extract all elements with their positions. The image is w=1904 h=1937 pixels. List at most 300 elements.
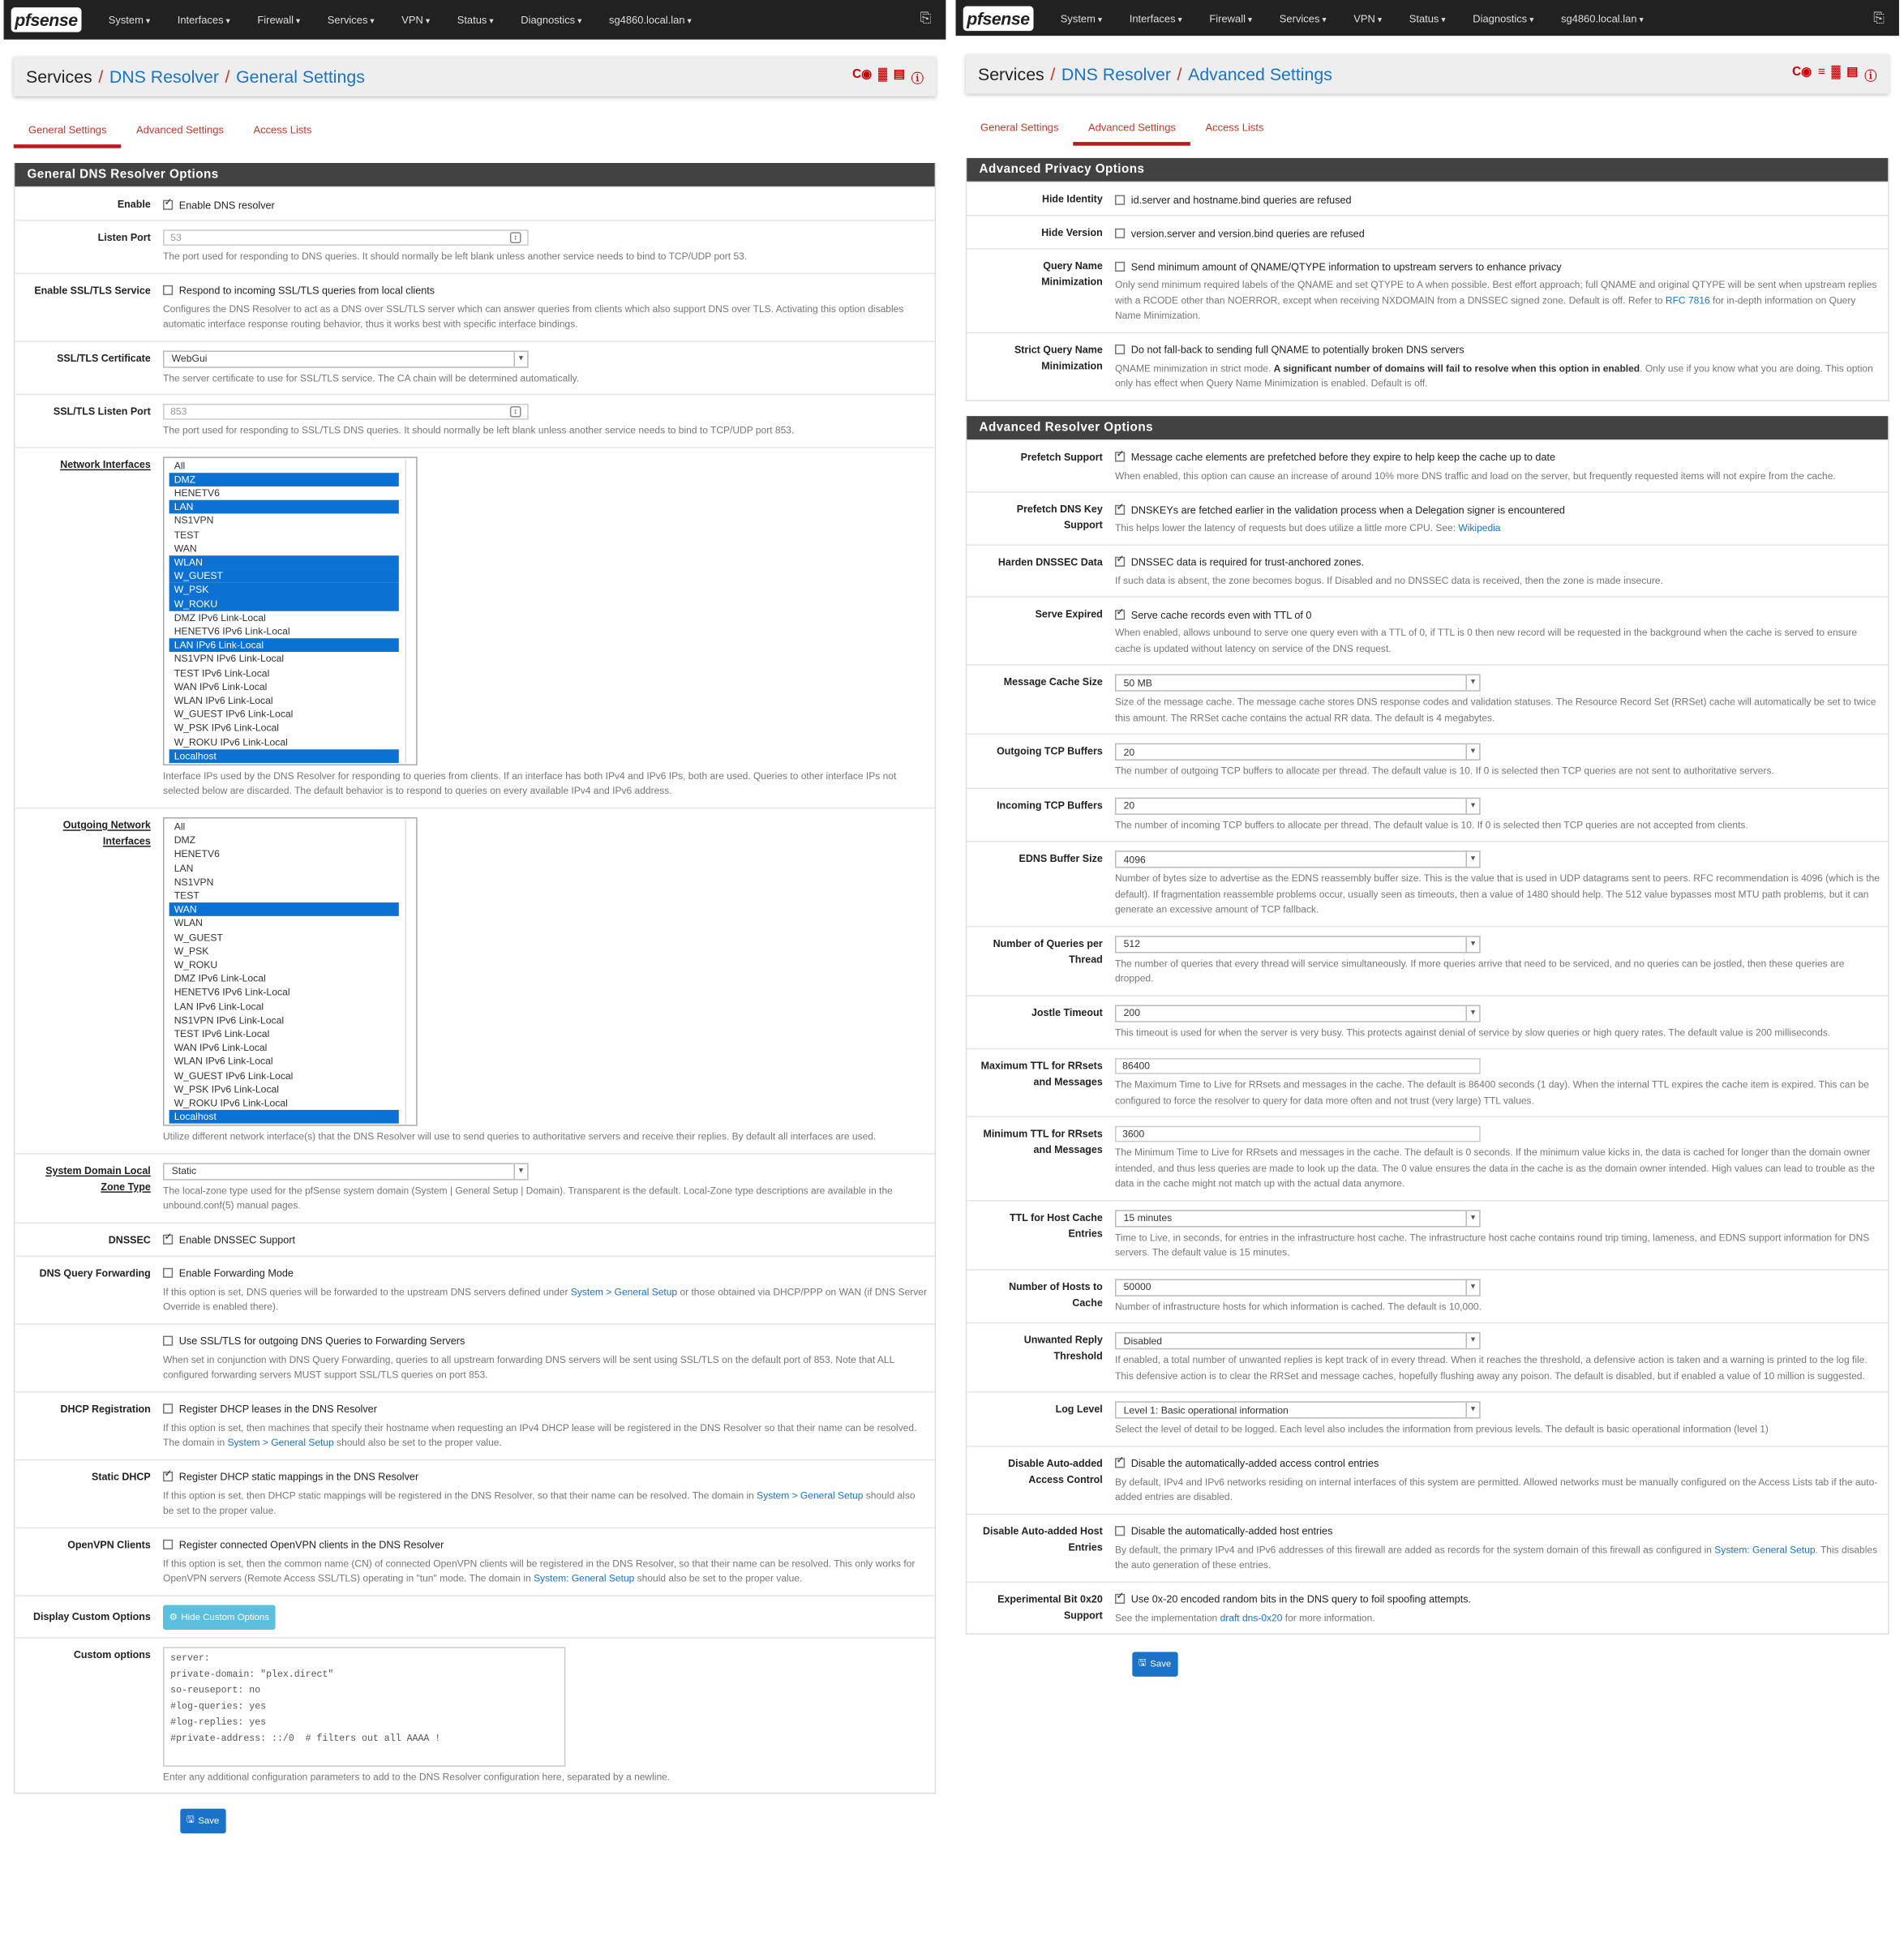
label-unwanted-line1: Unwanted Reply (1023, 1335, 1103, 1346)
status-chart-icon[interactable]: ▓ (1831, 64, 1841, 79)
label-strict-line1: Strict Query Name (1014, 344, 1103, 355)
interface-option[interactable]: WLAN IPv6 Link-Local (174, 695, 273, 706)
general-options-panel (14, 163, 936, 1794)
interface-option[interactable]: All (174, 460, 186, 471)
crumb-dns-resolver[interactable]: DNS Resolver (109, 66, 219, 87)
ssl-port-placeholder: 853 (170, 405, 187, 417)
interface-option[interactable]: DMZ IPv6 Link-Local (174, 973, 266, 984)
label-num-hosts (967, 1279, 1115, 1315)
prefetch-key-text: DNSKEYs are fetched earlier in the validation process when a Delegation signer is encountered (1130, 503, 1565, 516)
disable-host-text: Disable the automatically-added host entries (1130, 1524, 1333, 1537)
interface-option[interactable]: All (174, 821, 186, 833)
prefetch-checkbox[interactable] (1115, 452, 1125, 461)
prefetch-help: When enabled, this option can cause an increase of around 10% more DNS traffic and load on the server, but frequently requested items will not expire from the cache. (1114, 469, 1836, 482)
nav-status[interactable]: Status ▾ (1409, 11, 1446, 24)
interface-option[interactable]: LAN (174, 862, 194, 874)
row-dnssec (15, 1222, 934, 1255)
row-hide-identity (967, 182, 1888, 215)
out-tcp-help: The number of outgoing TCP buffers to allocate per thread. The default value is 10. If 0 is selected then TCP queries are not sent to authoritative servers. (1114, 765, 1774, 777)
host-ttl-value: 15 minutes (1123, 1212, 1173, 1223)
nav-diagnostics[interactable]: Diagnostics ▾ (1473, 11, 1533, 24)
ssl-port-input[interactable] (163, 404, 529, 420)
interface-option[interactable]: NS1VPN (174, 876, 214, 888)
label-queries-line1: Number of Queries per (993, 937, 1103, 949)
qname-min-text: Send minimum amount of QNAME/QTYPE information to upstream servers to enhance privacy (1130, 259, 1562, 272)
nav-firewall[interactable]: Firewall ▾ (257, 14, 300, 26)
ssl-service-help: Configures the DNS Resolver to act as a DNS over SSL/TLS server which can answer queries from clients which also support DNS over TLS. Activating this option disables automatic interface response routing behavior, thus it works best with specific interface bindings. (162, 302, 904, 330)
label-acl-line1: Disable Auto-added (1008, 1457, 1103, 1469)
interface-option[interactable]: TEST (174, 529, 199, 541)
bit0x20-checkbox[interactable] (1115, 1594, 1125, 1604)
interface-option[interactable]: LAN IPv6 Link-Local (174, 1001, 264, 1013)
label-queries-line2: Thread (1069, 954, 1103, 965)
interface-option[interactable]: WAN (174, 542, 197, 555)
edns-select[interactable] (1115, 851, 1481, 868)
log-icon[interactable]: ▤ (893, 66, 906, 81)
label-acl-line2: Access Control (1028, 1473, 1103, 1485)
harden-help: If such data is absent, the zone becomes bogus. If Disabled and no DNSSEC data is received, then the zone is made insecure. (1114, 574, 1663, 586)
chevron-down-icon: ▾ (1465, 852, 1479, 867)
host-ttl-help: Time to Live, in seconds, for entries in the infrastructure host cache. The infrastructure host cache contains round trip timing, lameness, and EDNS support information for DNS servers. The default value is 15 minutes. (1114, 1231, 1870, 1258)
strict-help-b: . Only use if you know what you are doing. This option only has effect when Query Name Minimization is enabled. Default is off. (1114, 362, 1873, 389)
general-setup-link[interactable]: System > General Setup (227, 1438, 334, 1449)
label-serve-expired: Serve Expired (1035, 608, 1103, 620)
forwarding-text: Enable Forwarding Mode (178, 1266, 294, 1280)
interface-option[interactable]: NS1VPN IPv6 Link-Local (174, 1014, 285, 1026)
right-window (956, 0, 1899, 1831)
save-label: Save (1150, 1657, 1172, 1669)
num-hosts-value: 50000 (1123, 1281, 1151, 1293)
label-bit-line1: Experimental Bit 0x20 (997, 1593, 1103, 1605)
static-help-a: If this option is set, then DHCP static mappings will be registered in the DNS Resolver, so that their name can be resolved. The domain in (162, 1489, 757, 1502)
max-ttl-value: 86400 (1122, 1060, 1151, 1071)
row-harden (967, 544, 1888, 597)
in-tcp-value: 20 (1123, 799, 1135, 812)
interface-option[interactable]: HENETV6 (174, 848, 220, 860)
label-display-custom: Display Custom Options (32, 1611, 151, 1622)
enable-checkbox[interactable] (163, 199, 173, 209)
scrollbar[interactable] (405, 820, 414, 1124)
wikipedia-link[interactable]: Wikipedia (1458, 522, 1501, 534)
label-disable-acl (967, 1455, 1115, 1506)
edns-help: Number of bytes size to advertise as the EDNS reassembly buffer size. This is the value that is used in UDP datagrams sent to peers. RFC recommendation is 4096 (which is the default). If fragmentation reassemble problems occur, usually seen as timeouts, then a value of 1480 should help. The 512 value bypasses most MTU path problems, but it can generate an excessive amount of TCP fallback. (1114, 872, 1880, 915)
label-ssl-service: Enable SSL/TLS Service (34, 284, 151, 296)
ssl-cert-select[interactable] (163, 350, 529, 367)
draft-link[interactable]: draft dns-0x20 (1220, 1611, 1283, 1623)
serve-expired-help: When enabled, allows unbound to serve one query even with a TTL of 0, if TTL is 0 then new record will be requested in the background when the cache is served to ensure cache is updated without latency on service of the DNS request. (1114, 627, 1858, 654)
interface-option[interactable]: NS1VPN (174, 515, 214, 527)
restart-service-icon[interactable]: C◉ (852, 66, 873, 81)
listen-port-input[interactable] (163, 229, 529, 246)
tab-general-settings[interactable]: General Settings (14, 116, 122, 148)
label-in-tcp: Incoming TCP Buffers (997, 799, 1103, 811)
chevron-down-icon: ▾ (1465, 1279, 1479, 1294)
hide-identity-text: id.server and hostname.bind queries are refused (1130, 193, 1352, 206)
label-host-line2: Entries (1068, 1541, 1103, 1553)
network-interfaces-help: Interface IPs used by the DNS Resolver for responding to queries from clients. If an interface has both IPv4 and IPv6 IPs, both are used. Queries to other interface IPs not selected below are discarded. The default behavior is to respond to queries on every available IPv4 and IPv6 address. (162, 770, 897, 797)
nav-interfaces[interactable]: Interfaces ▾ (178, 14, 230, 26)
breadcrumb: Services / DNS Resolver / General Settings C◉ ▓ ▤ ⓘ (14, 57, 936, 96)
queries-help: The number of queries that every thread will service simultaneously. If more queries arrive that need to be serviced, and no queries can be jostled, then these queries are dropped. (1114, 957, 1845, 984)
zone-type-value: Static (171, 1166, 197, 1177)
dhcp-registration-checkbox[interactable] (163, 1404, 173, 1414)
in-tcp-help: The number of incoming TCP buffers to allocate per thread. The default value is 10. If 0 is selected then TCP queries are not accepted from clients. (1114, 819, 1748, 831)
row-host-ttl (967, 1199, 1888, 1268)
label-unwanted-line2: Threshold (1053, 1350, 1103, 1362)
row-queries (967, 925, 1888, 994)
strict-help-bold: A significant number of domains will fail to resolve when this option in enabled (1273, 362, 1640, 374)
max-ttl-input[interactable] (1115, 1058, 1481, 1074)
dhcp-registration-help (163, 1421, 928, 1452)
hide-version-checkbox[interactable] (1115, 228, 1125, 238)
row-dhcp-registration (15, 1391, 934, 1459)
row-serve-expired (967, 596, 1888, 664)
nav-status[interactable]: Status ▾ (457, 14, 494, 26)
msg-cache-select[interactable] (1115, 674, 1481, 691)
label-hide-version: Hide Version (1041, 227, 1103, 238)
interface-option[interactable]: W_ROKU IPv6 Link-Local (174, 736, 288, 748)
label-strict-line2: Minimization (1041, 359, 1103, 371)
interface-option[interactable]: NS1VPN IPv6 Link-Local (174, 654, 285, 665)
openvpn-text: Register connected OpenVPN clients in the DNS Resolver (178, 1538, 444, 1552)
label-min-ttl (967, 1126, 1115, 1192)
label-disable-host (967, 1523, 1115, 1573)
privacy-panel (966, 158, 1889, 401)
row-forward-tls (15, 1323, 934, 1391)
spinner-icon[interactable]: ↕ (510, 232, 521, 243)
label-custom-options: Custom options (73, 1649, 151, 1661)
outgoing-interfaces-list[interactable] (163, 817, 418, 1126)
tab-advanced-settings[interactable]: Advanced Settings (135, 123, 224, 136)
interface-option[interactable]: HENETV6 IPv6 Link-Local (174, 987, 290, 998)
zone-type-select[interactable] (163, 1163, 529, 1180)
rfc-link[interactable]: RFC 7816 (1665, 294, 1710, 306)
label-openvpn: OpenVPN Clients (67, 1539, 151, 1551)
left-window (4, 0, 946, 1932)
save-button[interactable] (1132, 1652, 1177, 1676)
edns-value: 4096 (1123, 853, 1146, 865)
num-hosts-select[interactable] (1115, 1279, 1481, 1296)
spinner-icon[interactable]: ↕ (510, 406, 521, 418)
sign-out-icon[interactable]: ⎘ (920, 11, 932, 26)
resolver-panel-title: Advanced Resolver Options (967, 415, 1888, 439)
restart-service-icon[interactable]: C◉ (1792, 64, 1812, 79)
prefetch-key-checkbox[interactable] (1115, 504, 1125, 514)
help-icon[interactable]: ⓘ (911, 72, 924, 86)
row-strict-qname (967, 332, 1888, 400)
row-out-tcp (967, 733, 1888, 786)
privacy-panel-title: Advanced Privacy Options (967, 158, 1888, 182)
strict-qname-checkbox[interactable] (1115, 345, 1125, 354)
interface-option[interactable]: HENETV6 (174, 487, 220, 499)
status-chart-icon[interactable]: ▓ (878, 66, 888, 81)
label-zone-line1: System Domain Local (45, 1165, 151, 1177)
network-interfaces-list[interactable] (163, 456, 418, 765)
help-icon[interactable]: ⓘ (1864, 70, 1877, 84)
sliders-icon[interactable]: ≡ (1818, 64, 1825, 79)
navbar (956, 0, 1899, 36)
chevron-down-icon: ▾ (1465, 675, 1479, 690)
row-disable-acl (967, 1445, 1888, 1513)
panel-title: General DNS Resolver Options (15, 163, 934, 186)
qname-min-checkbox[interactable] (1115, 261, 1125, 271)
listen-port-help: The port used for responding to DNS queries. It should normally be left blank unless another service needs to bind to TCP/UDP port 53. (162, 251, 748, 262)
tab-access-lists[interactable]: Access Lists (253, 123, 312, 136)
save-button[interactable] (180, 1809, 225, 1833)
disable-acl-help: By default, IPv4 and IPv6 networks residing on internal interfaces of this system are permitted. Allowed networks must be manually configured on the Access Lists tab if the auto-added entries are disabled. (1114, 1476, 1878, 1503)
nav-vpn[interactable]: VPN ▾ (1353, 11, 1382, 24)
interface-option[interactable]: TEST (174, 889, 199, 902)
nav-vpn[interactable]: VPN ▾ (401, 14, 430, 26)
save-icon: 🖫 (186, 1814, 195, 1826)
row-msg-cache (967, 664, 1888, 733)
sign-out-icon[interactable]: ⎘ (1873, 11, 1885, 26)
interface-option[interactable]: DMZ (174, 834, 196, 846)
row-qname-min (967, 248, 1888, 332)
nav-services[interactable]: Services ▾ (1280, 11, 1327, 24)
chevron-down-icon: ▾ (1465, 936, 1479, 951)
tab-bar (966, 114, 1889, 146)
row-min-ttl (967, 1116, 1888, 1200)
nav-services[interactable]: Services ▾ (328, 14, 375, 26)
label-numhosts-line1: Number of Hosts to (1009, 1280, 1103, 1292)
label-enable: Enable (117, 199, 151, 210)
interface-option[interactable]: LAN IPv6 Link-Local (169, 638, 399, 652)
interface-option[interactable]: DMZ IPv6 Link-Local (174, 611, 266, 624)
label-edns: EDNS Buffer Size (1018, 853, 1103, 864)
ssl-port-help: The port used for responding to SSL/TLS DNS queries. It should normally be left blank unless another service needs to bind to TCP/UDP port 853. (162, 424, 795, 436)
host-ttl-select[interactable] (1115, 1209, 1481, 1226)
qname-help-b: for in-depth information on Query Name Minimization. (1114, 294, 1856, 321)
row-max-ttl (967, 1048, 1888, 1116)
queries-value: 512 (1123, 938, 1140, 949)
scrollbar[interactable] (405, 459, 414, 763)
hide-custom-options-button[interactable] (163, 1605, 276, 1629)
min-ttl-input[interactable] (1115, 1126, 1481, 1142)
interface-option[interactable]: HENETV6 IPv6 Link-Local (174, 625, 290, 637)
out-tcp-value: 20 (1123, 746, 1135, 758)
forward-tls-text: Use SSL/TLS for outgoing DNS Queries to Forwarding Servers (178, 1335, 465, 1348)
harden-checkbox[interactable] (1115, 557, 1125, 567)
interface-option[interactable]: WLAN (169, 555, 399, 569)
crumb-advanced-settings[interactable]: Advanced Settings (1188, 64, 1332, 84)
static-dhcp-help (163, 1489, 928, 1519)
forward-tls-checkbox[interactable] (163, 1336, 173, 1346)
label-maxttl-line2: and Messages (1033, 1076, 1103, 1088)
nav-firewall[interactable]: Firewall ▾ (1209, 11, 1252, 24)
prefetch-key-help (1115, 521, 1880, 537)
row-listen-port (15, 220, 934, 272)
forwarding-checkbox[interactable] (163, 1268, 173, 1278)
interface-option[interactable]: W_ROKU IPv6 Link-Local (174, 1097, 288, 1109)
interface-option[interactable]: DMZ (169, 473, 399, 486)
nav-hostname[interactable]: sg4860.local.lan ▾ (1561, 11, 1644, 24)
interface-option[interactable]: TEST IPv6 Link-Local (174, 667, 270, 679)
pfsense-logo[interactable] (963, 6, 1034, 30)
interface-option[interactable]: W_GUEST (169, 569, 399, 583)
row-enable (15, 186, 934, 220)
row-ssl-port (15, 394, 934, 447)
tab-access-lists[interactable]: Access Lists (1205, 121, 1264, 134)
msg-cache-help: Size of the message cache. The message cache stores DNS response codes and validation statuses. The Resource Record Set (RRSet) cache will automatically be set to twice this amount. The RRSet cache contains the actual RR data. The default is 4 megabytes. (1114, 696, 1876, 723)
row-custom-options (15, 1637, 934, 1793)
general-setup-link[interactable]: System: General Setup (534, 1573, 635, 1585)
disable-acl-checkbox[interactable] (1115, 1458, 1125, 1468)
log-level-help: Select the level of detail to be logged. Each level also includes the information from previous levels. The default is basic operational information (level 1) (1114, 1423, 1769, 1435)
interface-option[interactable]: TEST IPv6 Link-Local (174, 1028, 270, 1040)
row-prefetch-key (967, 491, 1888, 544)
disable-host-help (1115, 1543, 1880, 1574)
in-tcp-select[interactable] (1115, 797, 1481, 814)
general-setup-link[interactable]: System: General Setup (1714, 1544, 1816, 1555)
chevron-down-icon: ▾ (1465, 744, 1479, 759)
label-qname-min (967, 258, 1115, 324)
strict-help-a: QNAME minimization in strict mode. (1114, 362, 1274, 374)
dnssec-checkbox[interactable] (163, 1235, 173, 1245)
row-bit0x20 (967, 1581, 1888, 1634)
interface-option[interactable]: WAN IPv6 Link-Local (174, 1042, 268, 1054)
nav-system[interactable]: System ▾ (1061, 11, 1102, 24)
crumb-dns-resolver[interactable]: DNS Resolver (1061, 64, 1171, 84)
interface-option[interactable]: Localhost (169, 749, 399, 763)
outgoing-interfaces-help: Utilize different network interface(s) that the DNS Resolver will use to send queries to authoritative servers and receive their replies. By default all interfaces are used. (162, 1131, 877, 1143)
label-listen-port: Listen Port (97, 232, 151, 243)
label-zone-line2: Zone Type (101, 1181, 151, 1193)
min-ttl-help: The Minimum Time to Live for RRsets and messages in the cache. The default is 0 seconds. If the minimum value kicks in, the data is cached for longer than the domain owner intended, and thus less queries are made to look up the data. The 0 value ensures the data in the cache is as the domain owner intended. High values can lead to trouble as the data in the cache might not match up with the actual data anymore. (1114, 1146, 1875, 1189)
custom-options-textarea[interactable]: server: private-domain: "plex.direct" so-reuseport: no #log-queries: yes #log-replies: yes #private-address: ::/0 # filters out all AAAA ! (163, 1647, 565, 1767)
nav-diagnostics[interactable]: Diagnostics ▾ (521, 14, 581, 26)
label-minttl-line2: and Messages (1033, 1144, 1103, 1156)
label-hide-identity: Hide Identity (1041, 194, 1103, 205)
row-static-dhcp (15, 1459, 934, 1528)
crumb-general-settings[interactable]: General Settings (236, 66, 365, 87)
general-setup-link[interactable]: System > General Setup (757, 1489, 864, 1502)
general-setup-link[interactable]: System > General Setup (570, 1286, 678, 1298)
interface-option[interactable]: W_PSK IPv6 Link-Local (174, 722, 280, 735)
pfsense-logo[interactable] (11, 7, 82, 32)
row-in-tcp (967, 787, 1888, 841)
prefetch-text: Message cache elements are prefetched before they expire to help keep the cache up to date (1130, 450, 1556, 464)
interface-option[interactable]: WLAN (174, 917, 203, 929)
unwanted-value: Disabled (1123, 1335, 1163, 1347)
hide-version-text: version.server and version.bind queries are refused (1130, 226, 1365, 239)
row-hide-version (967, 215, 1888, 248)
ssl-service-checkbox[interactable] (163, 285, 173, 295)
row-ssl-cert (15, 341, 934, 394)
header-icons (1792, 65, 1876, 84)
label-network-interfaces[interactable]: Network Interfaces (60, 458, 151, 470)
ssl-cert-value: WebGui (171, 353, 208, 365)
nav-interfaces[interactable]: Interfaces ▾ (1130, 11, 1182, 24)
listen-port-placeholder: 53 (170, 231, 182, 243)
nav-hostname[interactable]: sg4860.local.lan ▾ (609, 14, 692, 26)
out-tcp-select[interactable] (1115, 744, 1481, 761)
row-network-interfaces (15, 446, 934, 807)
interface-option[interactable]: W_PSK (169, 583, 399, 597)
label-bit-line2: Support (1063, 1609, 1103, 1621)
static-dhcp-checkbox[interactable] (163, 1472, 173, 1482)
serve-expired-checkbox[interactable] (1115, 609, 1125, 619)
interface-option[interactable]: WAN (169, 902, 399, 916)
pk-help-a: This helps lower the latency of requests but does utilize a little more CPU. See: (1114, 522, 1459, 534)
label-pk-line1: Prefetch DNS Key (1016, 504, 1103, 515)
breadcrumb: Services / DNS Resolver / Advanced Settings C◉ ≡ ▓ ▤ ⓘ (966, 54, 1889, 94)
tab-bar (14, 116, 936, 148)
log-level-select[interactable] (1115, 1401, 1481, 1418)
interface-option[interactable]: Localhost (169, 1110, 399, 1124)
label-out-tcp: Outgoing TCP Buffers (997, 745, 1103, 757)
navbar (4, 0, 946, 40)
openvpn-checkbox[interactable] (163, 1540, 173, 1549)
queries-select[interactable] (1115, 935, 1481, 952)
hide-identity-checkbox[interactable] (1115, 195, 1125, 204)
label-static-dhcp: Static DHCP (92, 1471, 151, 1483)
interface-option[interactable]: W_GUEST IPv6 Link-Local (174, 709, 294, 720)
tab-general-settings[interactable]: General Settings (980, 121, 1059, 134)
disable-host-checkbox[interactable] (1115, 1526, 1125, 1536)
interface-option[interactable]: LAN (169, 500, 399, 514)
bit0x20-text: Use 0x-20 encoded random bits in the DNS query to foil spoofing attempts. (1130, 1592, 1472, 1605)
interface-option[interactable]: WAN IPv6 Link-Local (174, 681, 268, 692)
forwarding-help-a: If this option is set, DNS queries will be forwarded to the upstream DNS servers defined under (162, 1286, 571, 1298)
qname-help-a: Only send minimum required labels of the QNAME and set QTYPE to A when possible. Best effort approach; full QNAME and original QTYPE will be sent when upstream replies with a RCODE other than NOERROR, except when receiving NXDOMAIN from a DNSSEC signed zone. Default is off. Refer to (1114, 279, 1877, 306)
enable-text: Enable DNS resolver (178, 198, 275, 211)
unwanted-select[interactable] (1115, 1332, 1481, 1349)
label-minttl-line1: Minimum TTL for RRsets (983, 1128, 1103, 1140)
openvpn-help (163, 1557, 928, 1588)
label-prefetch-key (967, 501, 1115, 536)
jostle-select[interactable] (1115, 1005, 1481, 1022)
label-qname-line2: Minimization (1041, 276, 1103, 288)
save-icon: 🖫 (1138, 1656, 1147, 1669)
interface-option[interactable]: W_PSK IPv6 Link-Local (174, 1083, 280, 1095)
label-host-line1: Disable Auto-added Host (982, 1525, 1103, 1537)
ssl-service-text: Respond to incoming SSL/TLS queries from local clients (178, 284, 435, 297)
qname-min-help (1115, 278, 1880, 324)
tab-advanced-settings[interactable]: Advanced Settings (1074, 114, 1190, 146)
nav-system[interactable]: System ▾ (109, 14, 150, 26)
interface-option[interactable]: W_GUEST (174, 932, 223, 943)
interface-option[interactable]: W_ROKU (169, 597, 399, 611)
log-icon[interactable]: ▤ (1846, 64, 1859, 79)
zone-type-help: The local-zone type used for the pfSense system domain (System | General Setup | Domain). Transparent is the default. Local-Zone type descriptions are available in the unbound.conf(5) manual pages. (162, 1185, 893, 1212)
row-ssl-service (15, 272, 934, 341)
interface-option[interactable]: W_PSK (174, 945, 209, 957)
label-jostle: Jostle Timeout (1031, 1006, 1103, 1018)
dhcp-registration-text: Register DHCP leases in the DNS Resolver (178, 1403, 377, 1416)
label-zone-type[interactable] (15, 1163, 163, 1215)
label-msg-cache: Message Cache Size (1003, 676, 1103, 688)
label-outgoing-interfaces[interactable] (15, 817, 163, 1146)
label-outgoing-line2: Interfaces (102, 835, 151, 847)
crumb-services: Services (977, 64, 1044, 84)
chevron-down-icon: ▾ (1465, 1211, 1479, 1225)
interface-option[interactable]: W_ROKU (174, 959, 218, 971)
custom-options-help: Enter any additional configuration parameters to add to the DNS Resolver configuration here, separated by a newline. (162, 1771, 671, 1783)
unwanted-help: If enabled, a total number of unwanted replies is kept track of in every thread. When it reaches the threshold, a defensive action is taken and a warning is printed to the log file. This defensive action is to clear the RRSet and message caches, hopefully flushing away any poison. The default is disabled, but if enabled a value of 10 million is suggested. (1114, 1354, 1868, 1382)
max-ttl-help: The Maximum Time to Live for RRsets and messages in the cache. The default is 86400 seconds (1 day). When the internal TTL expires the cache item is expired. This can be configured to force the resolver to query for data more often and not trust (very large) TTL values. (1114, 1078, 1869, 1106)
interface-option[interactable]: W_GUEST IPv6 Link-Local (174, 1069, 294, 1082)
label-max-ttl (967, 1058, 1115, 1108)
row-log-level (967, 1391, 1888, 1445)
bit-help-b: for more information. (1282, 1611, 1375, 1623)
log-level-value: Level 1: Basic operational information (1123, 1404, 1289, 1416)
openvpn-help-b: should also be set to the proper value. (634, 1573, 803, 1585)
chevron-down-icon: ▾ (1465, 1334, 1479, 1348)
row-disable-host (967, 1513, 1888, 1581)
static-dhcp-text: Register DHCP static mappings in the DNS Resolver (178, 1471, 419, 1484)
interface-option[interactable]: WLAN IPv6 Link-Local (174, 1056, 273, 1068)
